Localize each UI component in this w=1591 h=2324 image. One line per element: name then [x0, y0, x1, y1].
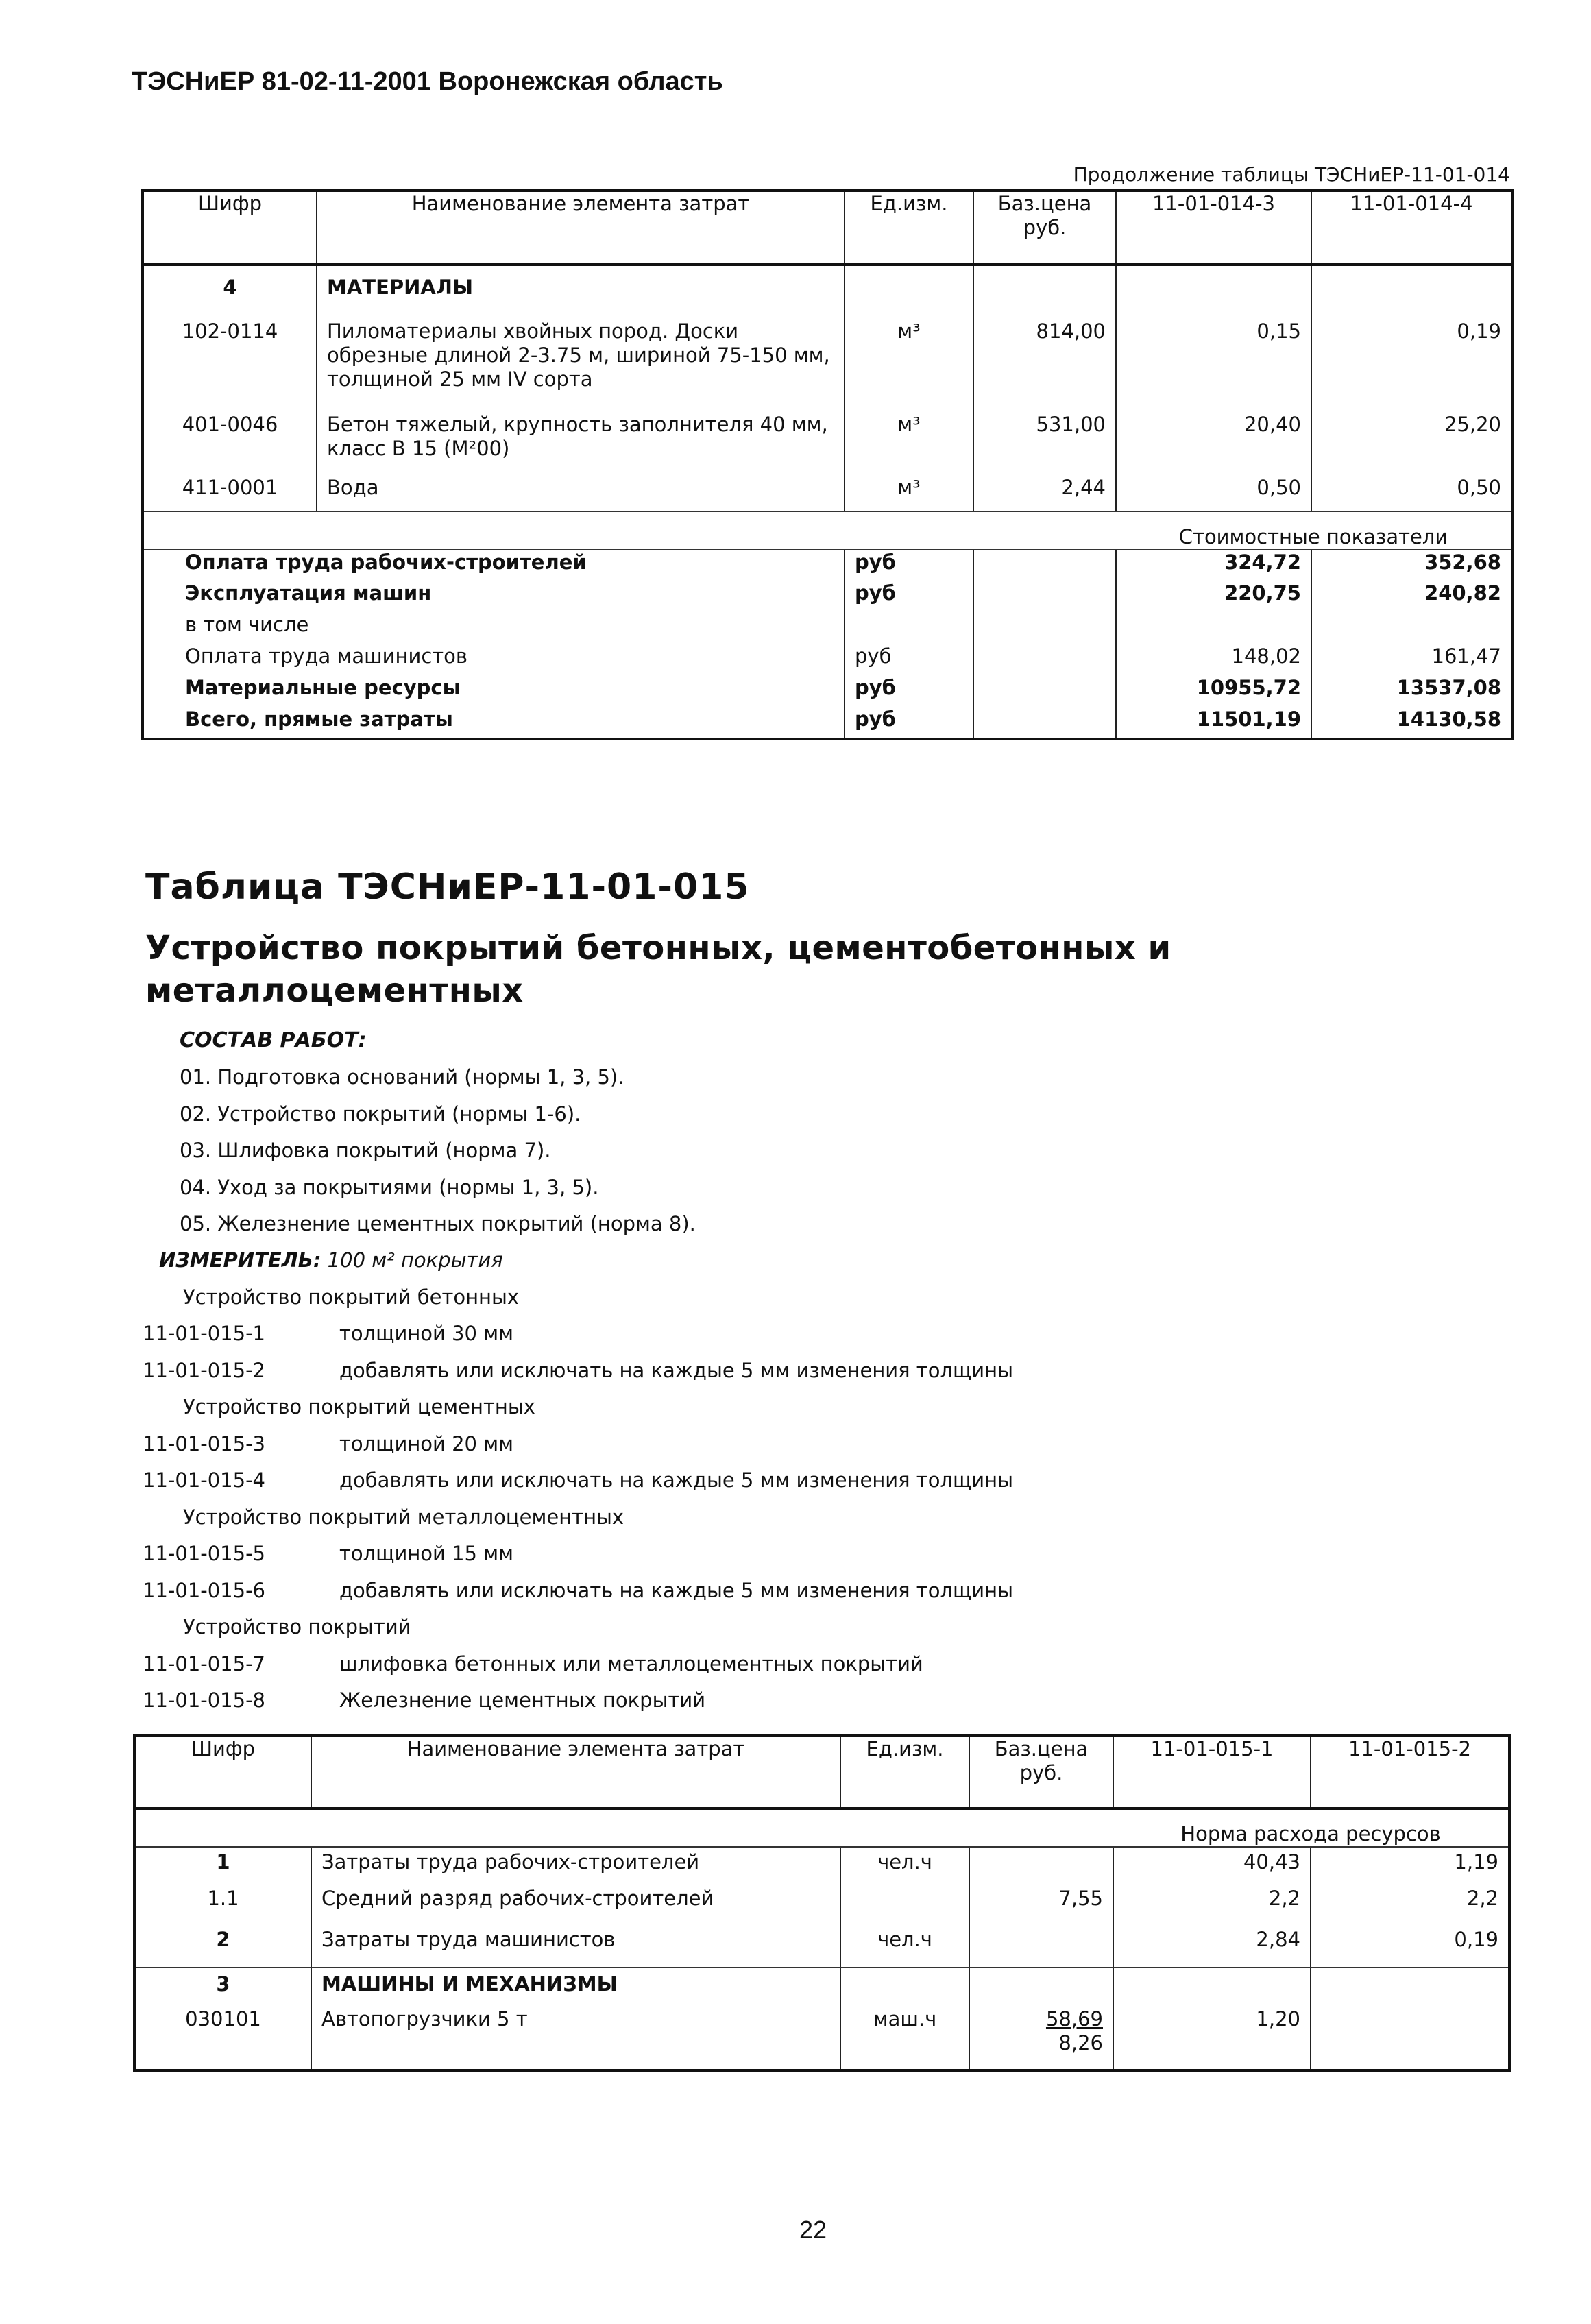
table-row: Оплата труда рабочих-строителей руб 324,72 352,68	[143, 550, 1512, 581]
col-header-unit: Ед.изм.	[840, 1736, 969, 1808]
col-header-price: Баз.цена руб.	[973, 191, 1116, 265]
table-row: 102-0114 Пиломатериалы хвойных пород. Доски обрезные длиной 2-3.75 м, шириной 75-150 мм, толщиной 25 мм IV сорта м³ 814,00 0,15 0,19	[143, 319, 1512, 413]
list-item: 05. Железнение цементных покрытий (норма 8).	[180, 1212, 696, 1235]
col-header-code: Шифр	[134, 1736, 311, 1808]
col-header-name: Наименование элемента затрат	[317, 191, 845, 265]
list-item: 11-01-015-5 толщиной 15 мм	[143, 1542, 513, 1565]
list-item: 11-01-015-3 толщиной 20 мм	[143, 1431, 513, 1455]
measure-label: ИЗМЕРИТЕЛЬ:	[159, 1248, 321, 1272]
list-item: 03. Шлифовка покрытий (норма 7).	[180, 1139, 551, 1162]
table-row: в том числе	[143, 613, 1512, 644]
col-header-unit: Ед.изм.	[845, 191, 973, 265]
table-row: 4 МАТЕРИАЛЫ	[143, 265, 1512, 319]
list-item: Устройство покрытий цементных	[183, 1395, 535, 1418]
list-item: 02. Устройство покрытий (нормы 1-6).	[180, 1102, 581, 1126]
list-item: Устройство покрытий бетонных	[183, 1285, 520, 1309]
norm-consumption-label: Норма расхода ресурсов	[1113, 1808, 1509, 1847]
list-item: 01. Подготовка оснований (нормы 1, 3, 5).	[180, 1065, 624, 1089]
resource-table-015	[133, 1734, 1511, 2072]
table-row: 411-0001 Вода м³ 2,44 0,50 0,50	[143, 476, 1512, 511]
col-header-price: Баз.цена руб.	[969, 1736, 1113, 1808]
list-item: Устройство покрытий металлоцементных	[183, 1505, 624, 1529]
list-item: 11-01-015-8 Железнение цементных покрытий	[143, 1688, 706, 1712]
table-continuation-label: Продолжение таблицы ТЭСНиЕР-11-01-014	[1073, 163, 1510, 186]
work-list	[180, 1059, 696, 1243]
table-row: 2 Затраты труда машинистов чел.ч 2,84 0,19	[134, 1928, 1509, 1968]
section-subtitle: Устройство покрытий бетонных, цементобетонных и металлоцементных	[145, 929, 1171, 1010]
section-title: Таблица ТЭСНиЕР-11-01-015	[145, 867, 750, 908]
col-header-code: Шифр	[143, 191, 317, 265]
table-row: 030101 Автопогрузчики 5 т маш.ч 58,69 8,26 1,20	[134, 2007, 1509, 2070]
list-item: 11-01-015-4 добавлять или исключать на каждые 5 мм изменения толщины	[143, 1468, 1013, 1492]
table-row: 401-0046 Бетон тяжелый, крупность заполнителя 40 мм, класс В 15 (М²00) м³ 531,00 20,40 25,20	[143, 413, 1512, 476]
list-item: 11-01-015-7 шлифовка бетонных или металлоцементных покрытий	[143, 1651, 923, 1675]
table-row: 3 МАШИНЫ И МЕХАНИЗМЫ	[134, 1968, 1509, 2007]
list-item: 11-01-015-6 добавлять или исключать на каждые 5 мм изменения толщины	[143, 1578, 1013, 1602]
document-header: ТЭСНиЕР 81-02-11-2001 Воронежская область	[132, 67, 723, 96]
work-composition-label: СОСТАВ РАБОТ:	[180, 1028, 367, 1052]
page-number: 22	[799, 2216, 827, 2244]
table-row: 1.1 Средний разряд рабочих-строителей 7,55 2,2 2,2	[134, 1887, 1509, 1928]
cost-indicators-label: Стоимостные показатели	[1116, 511, 1512, 550]
measure-line	[159, 1242, 1461, 1279]
table-row: Эксплуатация машин руб 220,75 240,82	[143, 581, 1512, 613]
list-item: Устройство покрытий	[183, 1615, 411, 1638]
measure-value: 100 м² покрытия	[327, 1248, 503, 1272]
measure-block	[143, 1242, 1461, 1719]
list-item: 04. Уход за покрытиями (нормы 1, 3, 5).	[180, 1175, 599, 1199]
table-row: Всего, прямые затраты руб 11501,19 14130,58	[143, 707, 1512, 739]
col-header-norm-2: 11-01-015-2	[1311, 1736, 1509, 1808]
col-header-norm-1: 11-01-015-1	[1113, 1736, 1311, 1808]
table-row: Оплата труда машинистов руб 148,02 161,47	[143, 644, 1512, 676]
resource-table-014	[141, 189, 1514, 740]
table-row: Материальные ресурсы руб 10955,72 13537,08	[143, 676, 1512, 707]
col-header-norm-2: 11-01-014-4	[1311, 191, 1512, 265]
list-item: 11-01-015-2 добавлять или исключать на каждые 5 мм изменения толщины	[143, 1358, 1013, 1382]
col-header-name: Наименование элемента затрат	[311, 1736, 840, 1808]
table-row: 1 Затраты труда рабочих-строителей чел.ч 40,43 1,19	[134, 1847, 1509, 1887]
list-item: 11-01-015-1 толщиной 30 мм	[143, 1322, 513, 1345]
col-header-norm-1: 11-01-014-3	[1116, 191, 1311, 265]
